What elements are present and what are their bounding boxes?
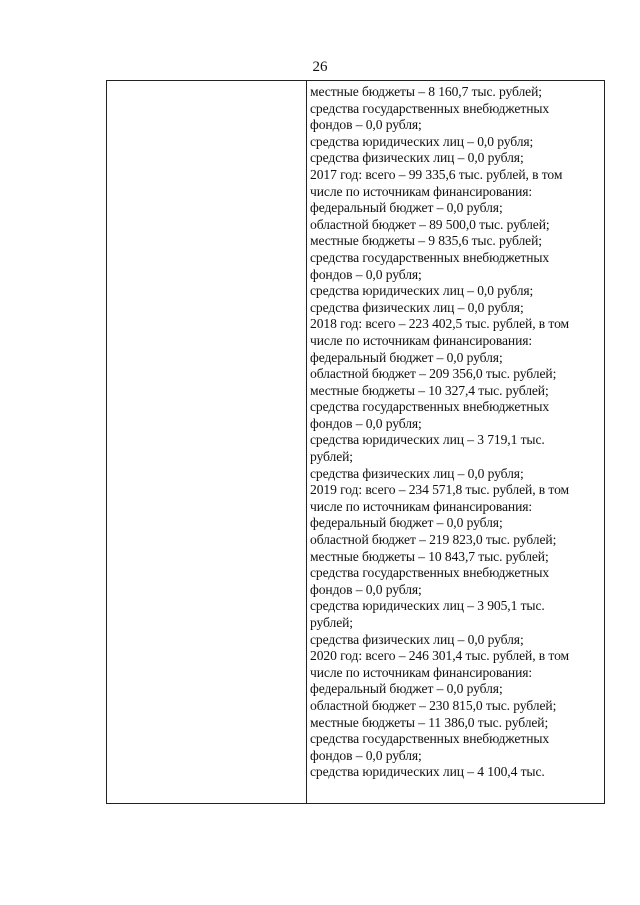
- text-line: фондов – 0,0 рубля;: [310, 581, 422, 597]
- text-line: местные бюджеты – 9 835,6 тыс. рублей;: [310, 233, 542, 249]
- text-line: местные бюджеты – 11 386,0 тыс. рублей;: [310, 714, 549, 730]
- text-line: числе по источникам финансирования:: [310, 183, 533, 199]
- text-line: 2018 год: всего – 223 402,5 тыс. рублей, в том: [310, 316, 570, 332]
- text-line: местные бюджеты – 10 327,4 тыс. рублей;: [310, 382, 549, 398]
- text-line: фондов – 0,0 рубля;: [310, 117, 422, 133]
- text-line: числе по источникам финансирования:: [310, 498, 533, 514]
- text-line: средства юридических лиц – 3 905,1 тыс.: [310, 598, 545, 614]
- text-line: областной бюджет – 219 823,0 тыс. рублей;: [310, 532, 557, 548]
- table-right-cell: [310, 84, 602, 781]
- text-line: областной бюджет – 89 500,0 тыс. рублей;: [310, 216, 550, 232]
- column-divider: [306, 81, 307, 803]
- text-line: средства физических лиц – 0,0 рубля;: [310, 150, 524, 166]
- text-line: областной бюджет – 230 815,0 тыс. рублей;: [310, 697, 557, 713]
- text-line: 2020 год: всего – 246 301,4 тыс. рублей, в том: [310, 648, 570, 664]
- text-line: средства государственных внебюджетных: [310, 565, 550, 581]
- text-line: рублей;: [310, 615, 353, 630]
- text-line: средства государственных внебюджетных: [310, 399, 550, 415]
- text-line: средства физических лиц – 0,0 рубля;: [310, 631, 524, 647]
- text-line: средства государственных внебюджетных: [310, 100, 550, 116]
- text-line: средства юридических лиц – 0,0 рубля;: [310, 133, 534, 149]
- text-line: фондов – 0,0 рубля;: [310, 415, 422, 431]
- text-line: средства государственных внебюджетных: [310, 731, 550, 747]
- financing-table: [106, 80, 605, 804]
- text-line: фондов – 0,0 рубля;: [310, 747, 422, 763]
- text-line: 2017 год: всего – 99 335,6 тыс. рублей, в том: [310, 166, 563, 182]
- text-line: федеральный бюджет – 0,0 рубля;: [310, 681, 503, 697]
- text-line: средства государственных внебюджетных: [310, 249, 550, 265]
- table-left-cell: [107, 81, 306, 803]
- text-line: средства юридических лиц – 0,0 рубля;: [310, 283, 534, 299]
- text-line: федеральный бюджет – 0,0 рубля;: [310, 515, 503, 531]
- text-line: средства физических лиц – 0,0 рубля;: [310, 299, 524, 315]
- text-line: средства юридических лиц – 3 719,1 тыс.: [310, 432, 545, 448]
- text-line: областной бюджет – 209 356,0 тыс. рублей;: [310, 366, 557, 382]
- text-line: 2019 год: всего – 234 571,8 тыс. рублей, в том: [310, 482, 570, 498]
- text-line: федеральный бюджет – 0,0 рубля;: [310, 200, 503, 216]
- page-number: 26: [312, 59, 328, 75]
- text-line: местные бюджеты – 10 843,7 тыс. рублей;: [310, 548, 549, 564]
- text-line: числе по источникам финансирования:: [310, 332, 533, 348]
- text-line: рублей;: [310, 449, 353, 465]
- text-line: федеральный бюджет – 0,0 рубля;: [310, 349, 503, 365]
- text-line: местные бюджеты – 8 160,7 тыс. рублей;: [310, 84, 542, 99]
- text-line: средства физических лиц – 0,0 рубля;: [310, 465, 524, 481]
- text-line: средства юридических лиц – 4 100,4 тыс.: [310, 764, 545, 780]
- text-line: фондов – 0,0 рубля;: [310, 266, 422, 282]
- text-line: числе по источникам финансирования:: [310, 664, 533, 680]
